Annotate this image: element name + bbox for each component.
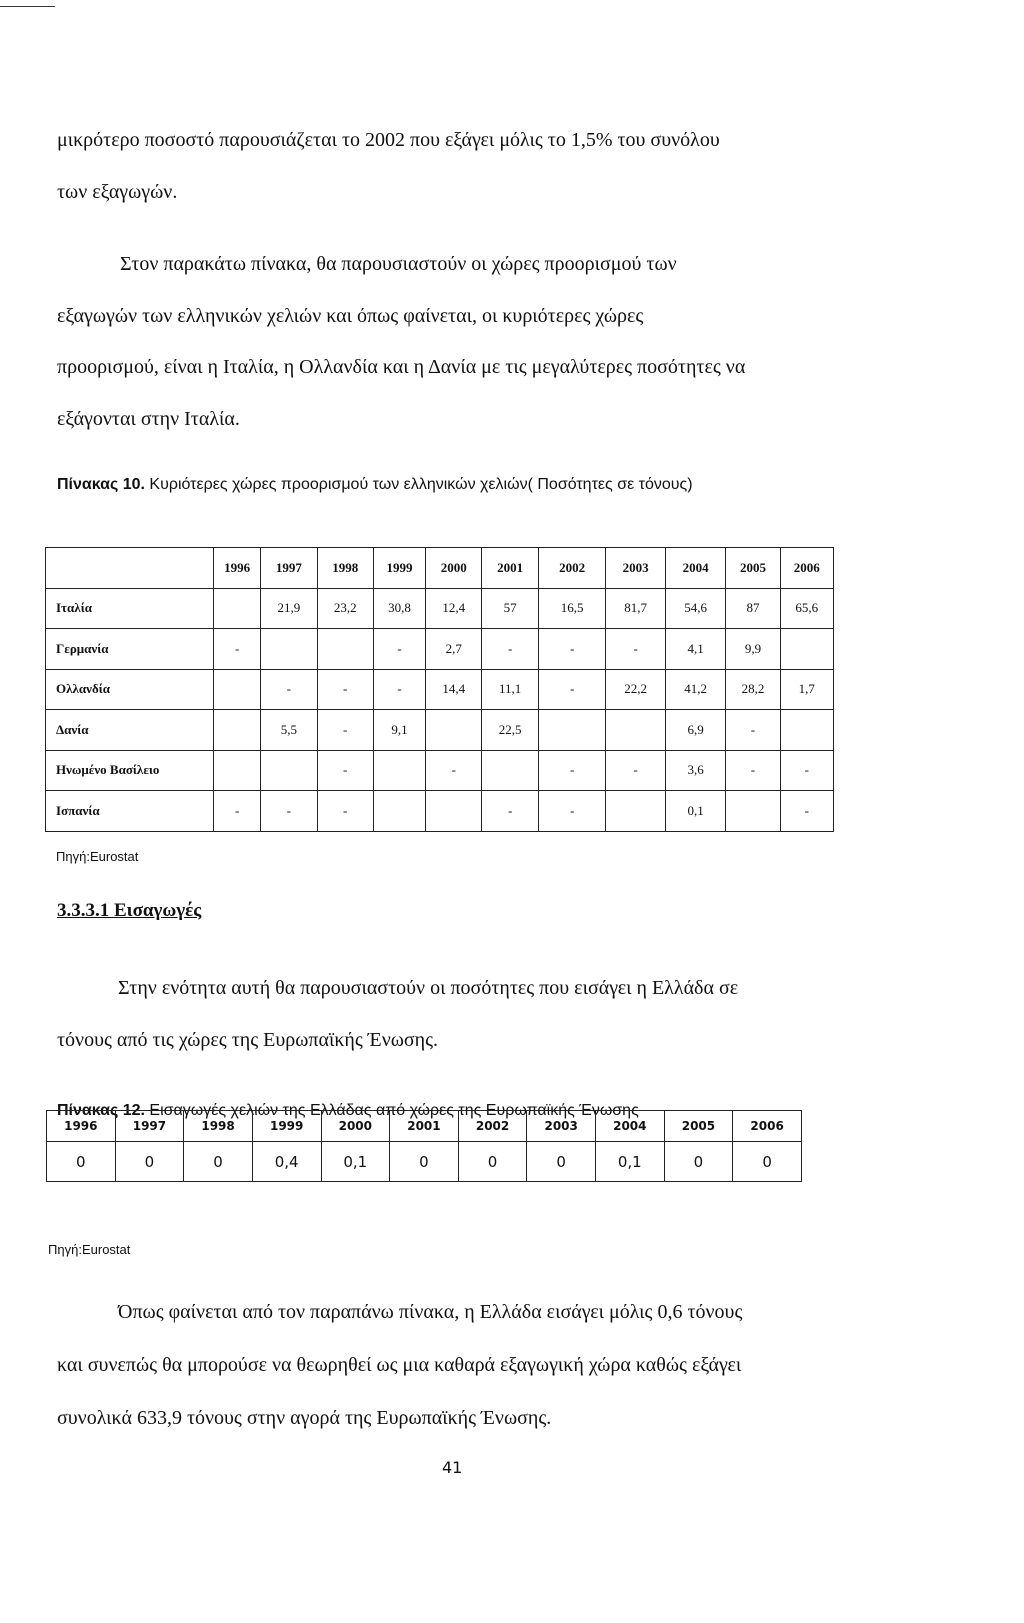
paragraph-1-line-1: μικρότερο ποσοστό παρουσιάζεται το 2002 που εξάγει μόλις το 1,5% του συνόλου: [57, 129, 720, 151]
table-cell: [780, 710, 833, 751]
table-cell: -: [538, 791, 606, 832]
table-cell: -: [538, 750, 606, 791]
table-cell: 21,9: [261, 588, 317, 629]
table-cell: 81,7: [606, 588, 665, 629]
paragraph-4-line-3: συνολικά 633,9 τόνους στην αγορά της Ευρωπαϊκής Ένωσης.: [57, 1407, 552, 1429]
table-row: [46, 710, 834, 751]
country-label: Ισπανία: [46, 791, 214, 832]
table-cell: 0: [527, 1142, 596, 1182]
table-header-row: [47, 1111, 802, 1142]
table-cell: -: [780, 750, 833, 791]
year-header-cell: 2005: [664, 1111, 733, 1142]
section-heading: 3.3.3.1 Εισαγωγές: [57, 900, 202, 921]
table-cell: 0: [47, 1142, 116, 1182]
table-cell: [426, 791, 482, 832]
table-cell: 6,9: [665, 710, 725, 751]
table-cell: -: [373, 669, 425, 710]
paragraph-2-line-4: εξάγονται στην Ιταλία.: [57, 408, 240, 430]
table-cell: 28,2: [726, 669, 780, 710]
table-cell: [426, 710, 482, 751]
table-cell: 11,1: [482, 669, 538, 710]
paragraph-4-line-2: και συνεπώς θα μπορούσε να θεωρηθεί ως μια καθαρά εξαγωγική χώρα καθώς εξάγει: [57, 1354, 742, 1376]
table-row: [47, 1142, 802, 1182]
table-cell: -: [261, 791, 317, 832]
paragraph-2-line-2: εξαγωγών των ελληνικών χελιών και όπως φαίνεται, οι κυριότερες χώρες: [57, 305, 644, 327]
year-header-cell: 2002: [538, 548, 606, 589]
country-label: Ηνωμένο Βασίλειο: [46, 750, 214, 791]
table-cell: [214, 669, 261, 710]
table-cell: -: [373, 629, 425, 670]
table-cell: [261, 750, 317, 791]
table-cell: 0: [184, 1142, 253, 1182]
table-cell: 3,6: [665, 750, 725, 791]
table-cell: [726, 791, 780, 832]
table-cell: [214, 710, 261, 751]
table-cell: [214, 588, 261, 629]
table-cell: 57: [482, 588, 538, 629]
table-cell: -: [317, 750, 373, 791]
year-header-cell: 1999: [252, 1111, 321, 1142]
table-cell: 0: [115, 1142, 184, 1182]
table-cell: [214, 750, 261, 791]
table-cell: -: [780, 791, 833, 832]
table-cell: 0: [664, 1142, 733, 1182]
table-cell: -: [726, 750, 780, 791]
table-12-title: Εισαγωγές χελιών της Ελλάδας από χώρες της Ευρωπαϊκής Ένωσης: [149, 1102, 639, 1119]
table-10-caption: [57, 476, 693, 494]
table-cell: -: [317, 791, 373, 832]
imports-table: [46, 1110, 802, 1182]
exports-destination-table: [45, 547, 834, 832]
table-cell: 1,7: [780, 669, 833, 710]
table-cell: -: [317, 669, 373, 710]
year-header-cell: 1998: [184, 1111, 253, 1142]
paragraph-1-line-2: των εξαγωγών.: [57, 181, 178, 203]
country-label: Ιταλία: [46, 588, 214, 629]
table-cell: 54,6: [665, 588, 725, 629]
year-header-cell: 1996: [214, 548, 261, 589]
table-cell: 12,4: [426, 588, 482, 629]
year-header-cell: 1997: [115, 1111, 184, 1142]
table-cell: [482, 750, 538, 791]
table-10-label: Πίνακας 10.: [57, 476, 145, 493]
table-cell: -: [538, 629, 606, 670]
year-header-cell: 2003: [527, 1111, 596, 1142]
table-cell: -: [214, 629, 261, 670]
table-cell: [317, 629, 373, 670]
table-header-corner: [46, 548, 214, 589]
year-header-cell: 2004: [665, 548, 725, 589]
table-cell: [606, 710, 665, 751]
table-cell: -: [317, 710, 373, 751]
year-header-cell: 2000: [321, 1111, 390, 1142]
table-cell: -: [538, 669, 606, 710]
table-10-title: Κυριότερες χώρες προορισμού των ελληνικών χελιών( Ποσότητες σε τόνους): [149, 476, 693, 493]
year-header-cell: 1996: [47, 1111, 116, 1142]
year-header-cell: 1998: [317, 548, 373, 589]
table-cell: 4,1: [665, 629, 725, 670]
table-row: [46, 629, 834, 670]
year-header-cell: 2002: [458, 1111, 527, 1142]
table-12-source: Πηγή:Eurostat: [48, 1242, 131, 1257]
year-header-cell: 2003: [606, 548, 665, 589]
table-cell: -: [214, 791, 261, 832]
table-cell: 0,1: [665, 791, 725, 832]
year-header-cell: 2006: [733, 1111, 802, 1142]
table-cell: -: [426, 750, 482, 791]
page-number: 41: [442, 1458, 463, 1477]
table-cell: 9,9: [726, 629, 780, 670]
year-header-cell: 1999: [373, 548, 425, 589]
year-header-cell: 1997: [261, 548, 317, 589]
table-12-label: Πίνακας 12.: [57, 1102, 145, 1119]
year-header-cell: 2001: [482, 548, 538, 589]
table-cell: [261, 629, 317, 670]
year-header-cell: 2006: [780, 548, 833, 589]
table-cell: [373, 750, 425, 791]
table-row: [46, 588, 834, 629]
paragraph-3-line-1: Στην ενότητα αυτή θα παρουσιαστούν οι ποσότητες που εισάγει η Ελλάδα σε: [118, 977, 739, 999]
table-cell: 87: [726, 588, 780, 629]
table-cell: 41,2: [665, 669, 725, 710]
table-cell: 0,1: [596, 1142, 665, 1182]
year-header-cell: 2001: [390, 1111, 459, 1142]
top-rule: [0, 6, 55, 7]
table-cell: -: [606, 750, 665, 791]
table-cell: -: [726, 710, 780, 751]
table-cell: [373, 791, 425, 832]
table-cell: 0,1: [321, 1142, 390, 1182]
year-header-cell: 2005: [726, 548, 780, 589]
table-cell: -: [606, 629, 665, 670]
table-cell: [606, 791, 665, 832]
paragraph-2-line-1: Στον παρακάτω πίνακα, θα παρουσιαστούν οι χώρες προορισμού των: [120, 253, 677, 275]
table-cell: 0: [733, 1142, 802, 1182]
table-10-source: Πηγή:Eurostat: [56, 849, 139, 864]
table-cell: 22,5: [482, 710, 538, 751]
table-cell: 2,7: [426, 629, 482, 670]
paragraph-2-line-3: προορισμού, είναι η Ιταλία, η Ολλανδία και η Δανία με τις μεγαλύτερες ποσότητες να: [57, 356, 746, 378]
table-cell: 5,5: [261, 710, 317, 751]
country-label: Δανία: [46, 710, 214, 751]
table-row: [46, 750, 834, 791]
table-cell: -: [482, 629, 538, 670]
country-label: Ολλανδία: [46, 669, 214, 710]
table-header-row: [46, 548, 834, 589]
table-cell: -: [261, 669, 317, 710]
table-cell: 30,8: [373, 588, 425, 629]
paragraph-4-line-1: Όπως φαίνεται από τον παραπάνω πίνακα, η Ελλάδα εισάγει μόλις 0,6 τόνους: [118, 1301, 743, 1323]
table-cell: 9,1: [373, 710, 425, 751]
table-cell: 14,4: [426, 669, 482, 710]
table-cell: 0: [390, 1142, 459, 1182]
table-cell: 23,2: [317, 588, 373, 629]
year-header-cell: 2004: [596, 1111, 665, 1142]
paragraph-3-line-2: τόνους από τις χώρες της Ευρωπαϊκής Ένωσης.: [57, 1029, 439, 1051]
table-cell: 0,4: [252, 1142, 321, 1182]
table-cell: 22,2: [606, 669, 665, 710]
table-cell: 65,6: [780, 588, 833, 629]
country-label: Γερμανία: [46, 629, 214, 670]
table-cell: 16,5: [538, 588, 606, 629]
table-cell: 0: [458, 1142, 527, 1182]
table-cell: [538, 710, 606, 751]
table-row: [46, 669, 834, 710]
table-cell: [780, 629, 833, 670]
table-row: [46, 791, 834, 832]
year-header-cell: 2000: [426, 548, 482, 589]
table-cell: -: [482, 791, 538, 832]
